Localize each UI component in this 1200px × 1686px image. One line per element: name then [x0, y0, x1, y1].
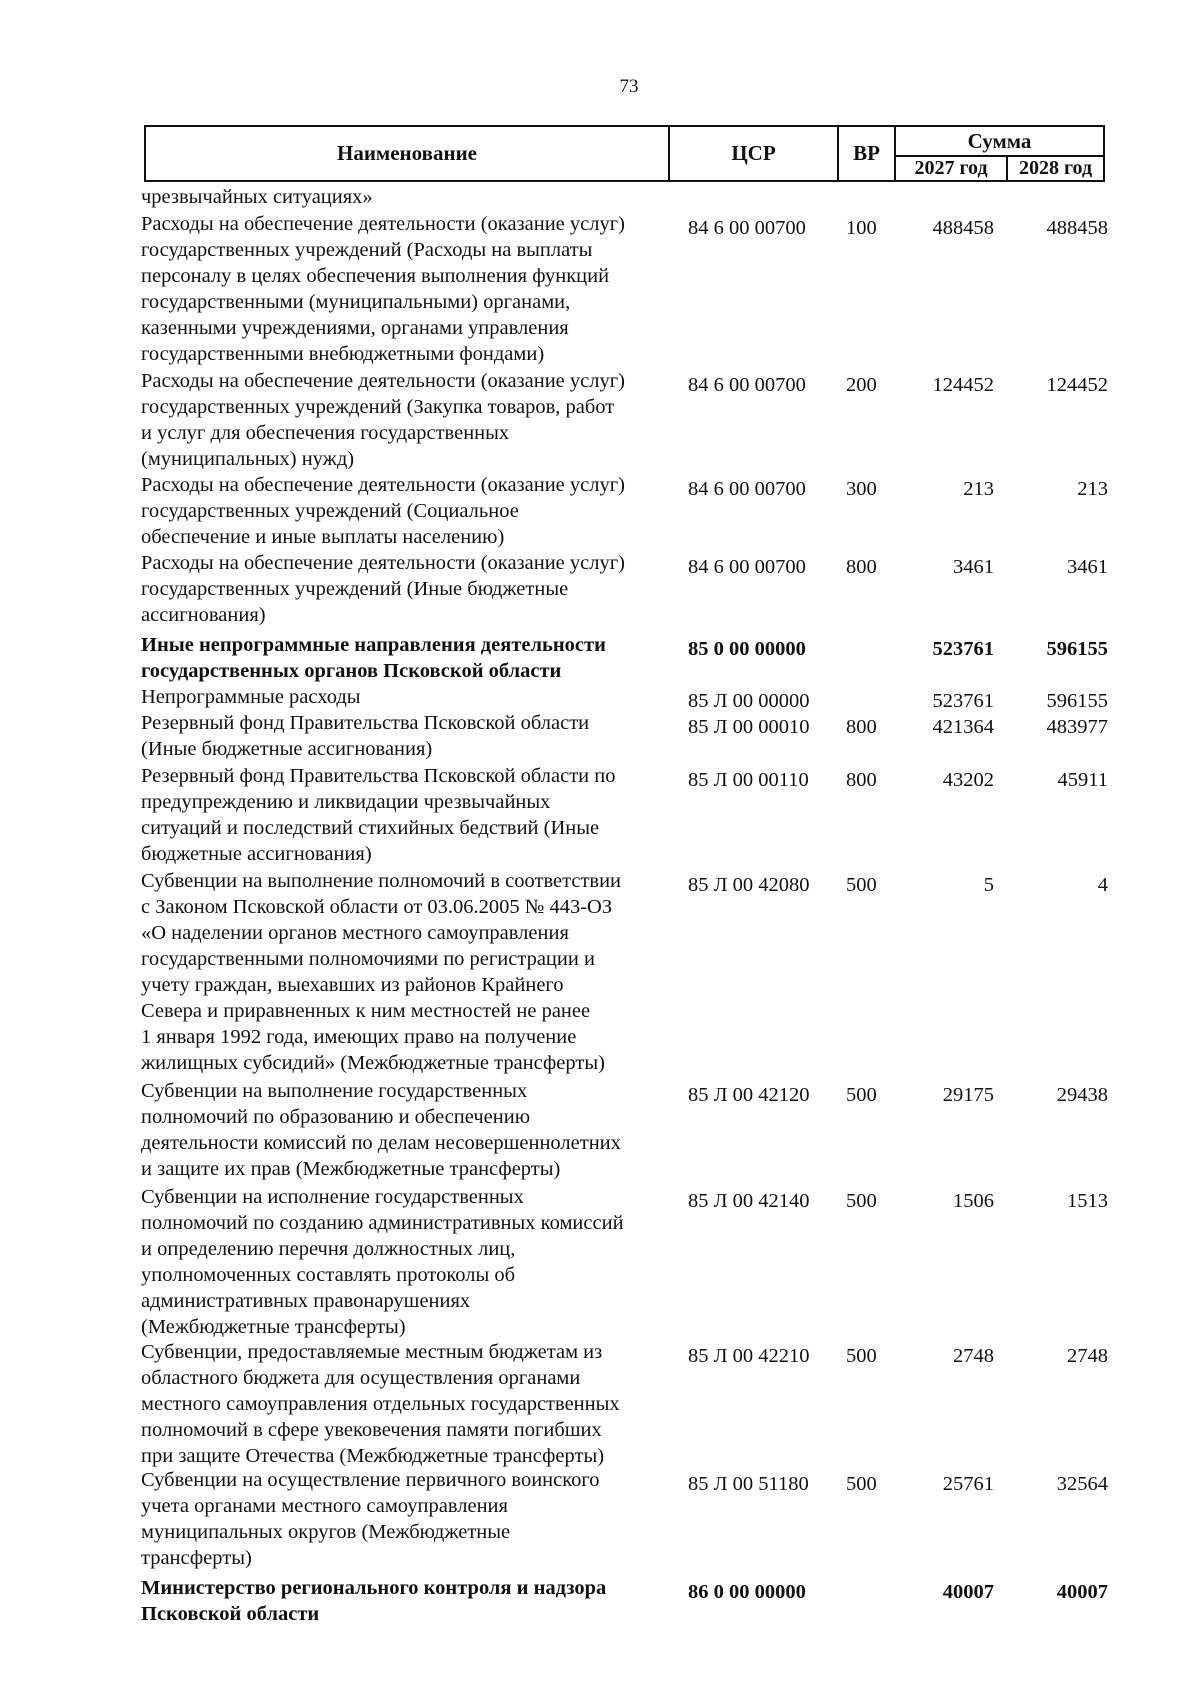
row-name-line: Расходы на обеспечение деятельности (оказание услуг): [141, 474, 625, 496]
row-name: [141, 684, 661, 710]
row-name: [141, 472, 661, 550]
row-vr-value: 800: [846, 716, 877, 738]
row-sum-2027: [900, 1467, 994, 1493]
table-row: [0, 184, 1200, 210]
row-sum-2027-value: 523761: [932, 638, 994, 660]
row-csr-value: 85 Л 00 00000: [688, 690, 810, 712]
row-name-line: и защите их прав (Межбюджетные трансферты): [141, 1158, 561, 1180]
row-name-line: персоналу в целях обеспечения выполнения функций: [141, 265, 610, 287]
table-row: [0, 211, 1200, 367]
row-sum-2028-value: 1513: [1067, 1190, 1108, 1212]
row-name-line: государственных органов Псковской области: [141, 660, 562, 682]
row-sum-2027-value: 488458: [932, 217, 994, 239]
row-name-line: «О наделении органов местного самоуправления: [141, 922, 569, 944]
row-name-line: Псковской области: [141, 1603, 320, 1625]
row-csr: [688, 632, 848, 658]
row-name-line: государственных учреждений (Социальное: [141, 500, 519, 522]
table-row: [0, 550, 1200, 628]
row-sum-2027-value: 421364: [932, 716, 994, 738]
row-vr-value: 500: [846, 1345, 877, 1367]
table-row: [0, 710, 1200, 762]
row-name: [141, 550, 661, 628]
row-vr: [846, 211, 896, 237]
row-name-line: деятельности комиссий по делам несовершеннолетних: [141, 1132, 621, 1154]
row-sum-2028-value: 45911: [1057, 769, 1108, 791]
table-row: [0, 632, 1200, 684]
row-sum-2028-value: 32564: [1056, 1473, 1108, 1495]
row-sum-2028: [1000, 472, 1108, 498]
row-vr: [846, 868, 896, 894]
table-row: [0, 684, 1200, 710]
row-sum-2027-value: 3461: [953, 556, 994, 578]
row-name-line: учета органами местного самоуправления: [141, 1495, 508, 1517]
row-sum-2027-value: 2748: [953, 1345, 994, 1367]
row-csr: [688, 472, 848, 498]
row-name-line: трансферты): [141, 1547, 252, 1569]
row-sum-2027-value: 25761: [942, 1473, 994, 1495]
row-csr-value: 85 Л 00 42120: [688, 1084, 810, 1106]
row-csr: [688, 684, 848, 710]
row-sum-2027-value: 40007: [942, 1581, 994, 1603]
row-name-line: (Иные бюджетные ассигнования): [141, 738, 433, 760]
row-sum-2027-value: 5: [983, 874, 994, 896]
row-csr: [688, 1078, 848, 1104]
row-name-line: местного самоуправления отдельных государственных: [141, 1393, 620, 1415]
row-sum-2028: [1000, 632, 1108, 658]
row-name-line: государственных учреждений (Закупка товаров, работ: [141, 396, 615, 418]
row-csr-value: 84 6 00 00700: [688, 217, 806, 239]
row-name-line: Севера и приравненных к ним местностей не ранее: [141, 1000, 591, 1022]
row-sum-2027-value: 213: [963, 478, 994, 500]
row-csr-value: 85 Л 00 42210: [688, 1345, 810, 1367]
row-sum-2027: [900, 368, 994, 394]
row-name-line: бюджетные ассигнования): [141, 843, 372, 865]
table-row: [0, 1467, 1200, 1571]
header-name: Наименование: [146, 127, 670, 180]
row-vr-value: 500: [846, 874, 877, 896]
row-vr-value: 800: [846, 769, 877, 791]
row-sum-2028: [1000, 763, 1108, 789]
row-name-line: государственными полномочиями по регистрации и: [141, 948, 595, 970]
row-sum-2027: [900, 868, 994, 894]
row-sum-2028: [1000, 1078, 1108, 1104]
row-vr: [846, 1339, 896, 1365]
table-row: [0, 1339, 1200, 1469]
row-name-line: чрезвычайных ситуациях»: [141, 186, 373, 208]
row-sum-2028-value: 596155: [1046, 638, 1108, 660]
row-name-line: предупреждению и ликвидации чрезвычайных: [141, 791, 551, 813]
row-sum-2028-value: 124452: [1046, 374, 1108, 396]
row-sum-2027-value: 29175: [942, 1084, 994, 1106]
row-csr: [688, 1467, 848, 1493]
row-sum-2027: [900, 632, 994, 658]
row-vr: [846, 763, 896, 789]
header-sum: Сумма: [896, 127, 1103, 157]
row-name-line: 1 января 1992 года, имеющих право на получение: [141, 1026, 577, 1048]
header-year-2028: 2028 год: [1018, 157, 1093, 179]
row-name-line: полномочий по образованию и обеспечению: [141, 1106, 531, 1128]
row-name-line: полномочий по созданию административных комиссий: [141, 1212, 624, 1234]
row-sum-2028: [1000, 868, 1108, 894]
row-csr: [688, 368, 848, 394]
row-name-line: Субвенции на выполнение полномочий в соответствии: [141, 870, 622, 892]
row-name-line: полномочий в сфере увековечения памяти погибших: [141, 1419, 602, 1441]
row-sum-2028-value: 596155: [1046, 690, 1108, 712]
row-sum-2027: [900, 763, 994, 789]
row-csr: [688, 763, 848, 789]
table-row: [0, 1184, 1200, 1340]
row-sum-2028: [1000, 1339, 1108, 1365]
row-sum-2028-value: 4: [1097, 874, 1108, 896]
row-sum-2027-value: 124452: [932, 374, 994, 396]
row-csr: [688, 1339, 848, 1365]
row-csr: [688, 868, 848, 894]
row-sum-2027-value: 523761: [932, 690, 994, 712]
row-name: [141, 710, 661, 762]
row-sum-2028: [1000, 550, 1108, 576]
row-name-line: Расходы на обеспечение деятельности (оказание услуг): [141, 552, 625, 574]
row-name: [141, 1078, 661, 1182]
row-name: [141, 763, 661, 867]
row-name-line: ситуаций и последствий стихийных бедствий (Иные: [141, 817, 600, 839]
row-name-line: Резервный фонд Правительства Псковской области: [141, 712, 590, 734]
row-sum-2028: [1000, 710, 1108, 736]
row-sum-2027-value: 43202: [942, 769, 994, 791]
row-sum-2027: [900, 710, 994, 736]
row-name: [141, 1467, 661, 1571]
row-sum-2027: [900, 211, 994, 237]
row-name: [141, 1339, 661, 1469]
row-vr: [846, 472, 896, 498]
row-name-line: и определению перечня должностных лиц,: [141, 1238, 516, 1260]
table-row: [0, 368, 1200, 472]
row-name-line: государственными (муниципальными) органами,: [141, 291, 571, 313]
table-row: [0, 472, 1200, 550]
row-sum-2028-value: 29438: [1056, 1084, 1108, 1106]
row-name-line: Субвенции, предоставляемые местным бюджетам из: [141, 1341, 603, 1363]
row-sum-2027: [900, 1339, 994, 1365]
row-csr-value: 85 Л 00 00110: [688, 769, 809, 791]
row-csr: [688, 550, 848, 576]
row-csr: [688, 1575, 848, 1601]
row-name: [141, 1184, 661, 1340]
row-vr-value: 800: [846, 556, 877, 578]
row-sum-2028: [1000, 684, 1108, 710]
row-name-line: Резервный фонд Правительства Псковской области по: [141, 765, 616, 787]
row-name: [141, 211, 661, 367]
row-sum-2027: [900, 550, 994, 576]
row-sum-2028: [1000, 1184, 1108, 1210]
row-sum-2028: [1000, 1467, 1108, 1493]
row-csr-value: 85 Л 00 42140: [688, 1190, 810, 1212]
row-csr-value: 84 6 00 00700: [688, 478, 806, 500]
row-name: [141, 632, 661, 684]
row-name-line: муниципальных округов (Межбюджетные: [141, 1521, 511, 1543]
row-name: [141, 368, 661, 472]
row-sum-2028: [1000, 211, 1108, 237]
header-year-2027: 2027 год: [896, 157, 1008, 180]
table-row: [0, 1575, 1200, 1627]
row-csr-value: 85 Л 00 42080: [688, 874, 810, 896]
row-csr-value: 85 Л 00 00010: [688, 716, 810, 738]
header-csr: ЦСР: [670, 127, 839, 180]
row-name-line: ассигнования): [141, 604, 266, 626]
row-sum-2028-value: 488458: [1046, 217, 1108, 239]
row-csr-value: 84 6 00 00700: [688, 556, 806, 578]
row-name-line: Иные непрограммные направления деятельности: [141, 634, 606, 656]
row-csr: [688, 710, 848, 736]
row-sum-2027-value: 1506: [953, 1190, 994, 1212]
row-name: [141, 1575, 661, 1627]
row-csr-value: 86 0 00 00000: [688, 1581, 806, 1603]
row-sum-2028: [1000, 1575, 1108, 1601]
row-csr: [688, 1184, 848, 1210]
row-vr: [846, 1078, 896, 1104]
row-csr-value: 85 0 00 00000: [688, 638, 806, 660]
row-name-line: государственных учреждений (Расходы на выплаты: [141, 239, 593, 261]
row-name-line: (Межбюджетные трансферты): [141, 1316, 406, 1338]
row-vr: [846, 550, 896, 576]
row-vr-value: 100: [846, 217, 877, 239]
row-name-line: областного бюджета для осуществления органами: [141, 1367, 581, 1389]
row-name-line: с Законом Псковской области от 03.06.2005 № 443-ОЗ: [141, 896, 613, 918]
row-csr-value: 84 6 00 00700: [688, 374, 806, 396]
row-name-line: (муниципальных) нужд): [141, 448, 355, 470]
row-name-line: государственными внебюджетными фондами): [141, 343, 545, 365]
header-vr: ВР: [839, 127, 896, 180]
row-name-line: административных правонарушениях: [141, 1290, 471, 1312]
row-csr: [688, 211, 848, 237]
row-sum-2028-value: 3461: [1067, 556, 1108, 578]
row-vr: [846, 1467, 896, 1493]
row-name-line: Министерство регионального контроля и надзора: [141, 1577, 607, 1599]
table-row: [0, 763, 1200, 867]
row-sum-2027: [900, 684, 994, 710]
row-name-line: обеспечение и иные выплаты населению): [141, 526, 505, 548]
row-name-line: Непрограммные расходы: [141, 686, 361, 708]
row-name-line: Субвенции на осуществление первичного воинского: [141, 1469, 600, 1491]
row-sum-2027: [900, 1184, 994, 1210]
row-sum-2028-value: 2748: [1067, 1345, 1108, 1367]
row-name: [141, 868, 661, 1076]
row-name-line: учету граждан, выехавших из районов Крайнего: [141, 974, 564, 996]
row-vr: [846, 1184, 896, 1210]
row-sum-2027: [900, 1078, 994, 1104]
row-vr-value: 300: [846, 478, 877, 500]
row-sum-2028-value: 40007: [1056, 1581, 1108, 1603]
row-name-line: Субвенции на исполнение государственных: [141, 1186, 524, 1208]
row-vr-value: 500: [846, 1190, 877, 1212]
row-name-line: и услуг для обеспечения государственных: [141, 422, 510, 444]
row-sum-2027: [900, 472, 994, 498]
row-sum-2028: [1000, 368, 1108, 394]
row-vr-value: 200: [846, 374, 877, 396]
row-vr: [846, 368, 896, 394]
table-header: [144, 125, 1105, 182]
row-vr: [846, 710, 896, 736]
row-name-line: Расходы на обеспечение деятельности (оказание услуг): [141, 370, 625, 392]
row-name-line: Субвенции на выполнение государственных: [141, 1080, 528, 1102]
row-name-line: Расходы на обеспечение деятельности (оказание услуг): [141, 213, 625, 235]
row-csr-value: 85 Л 00 51180: [688, 1473, 809, 1495]
row-name-line: жилищных субсидий» (Межбюджетные трансферты): [141, 1052, 605, 1074]
row-vr-value: 500: [846, 1473, 877, 1495]
row-vr-value: 500: [846, 1084, 877, 1106]
row-sum-2028-value: 483977: [1046, 716, 1108, 738]
row-sum-2027: [900, 1575, 994, 1601]
table-row: [0, 868, 1200, 1076]
page-number: 73: [619, 76, 639, 97]
row-name: [141, 184, 661, 210]
row-sum-2028-value: 213: [1077, 478, 1108, 500]
row-name-line: казенными учреждениями, органами управления: [141, 317, 569, 339]
row-name-line: уполномоченных составлять протоколы об: [141, 1264, 516, 1286]
row-name-line: при защите Отечества (Межбюджетные трансферты): [141, 1445, 605, 1467]
row-name-line: государственных учреждений (Иные бюджетные: [141, 578, 569, 600]
table-row: [0, 1078, 1200, 1182]
